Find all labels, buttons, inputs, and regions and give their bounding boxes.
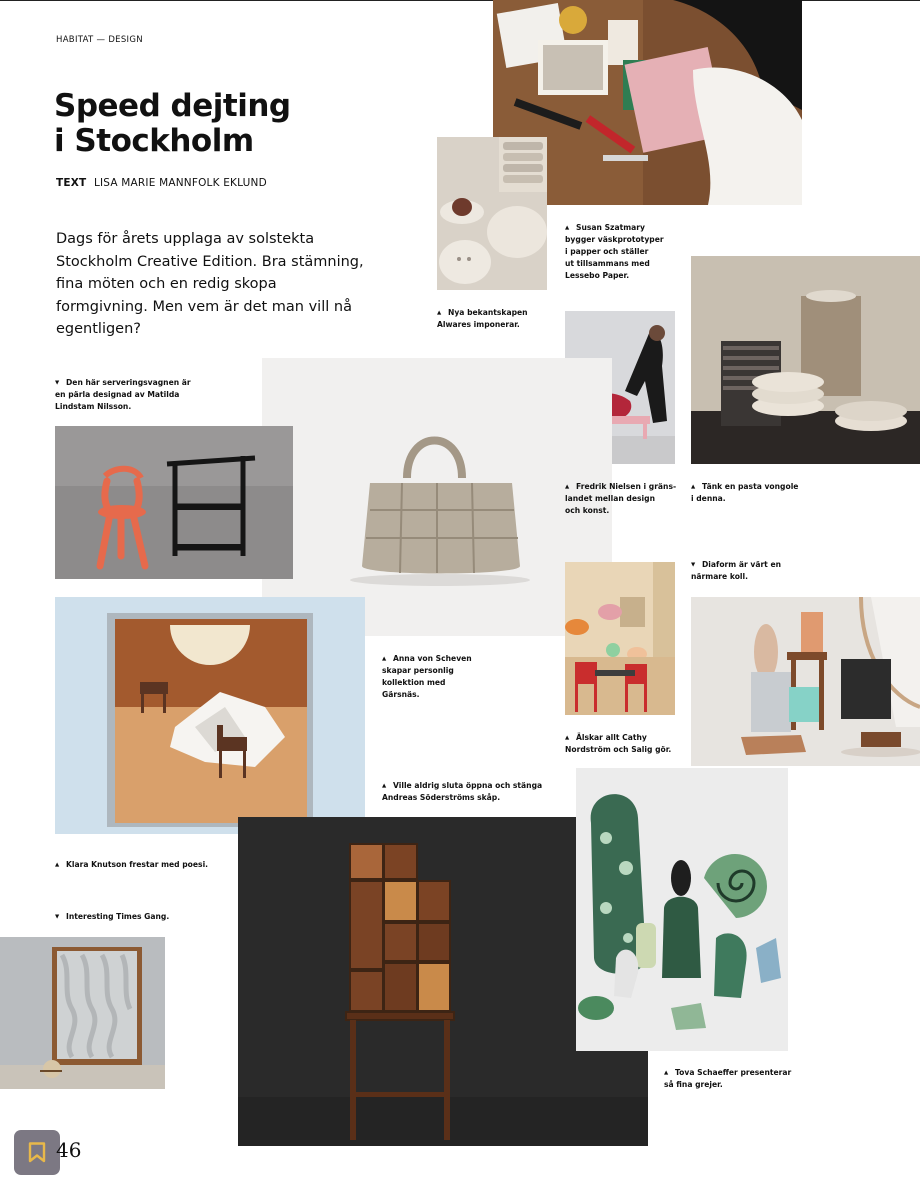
caption-arrow-down-icon: ▼ xyxy=(691,562,696,568)
caption-ville: ▲ Ville aldrig sluta öppna och stänga Andreas Söderströms skåp. xyxy=(382,781,543,802)
byline-author: LISA MARIE MANNFOLK EKLUND xyxy=(93,177,267,189)
photo-serving-trolley xyxy=(55,426,293,579)
caption-pasta: ▲ Tänk en pasta vongole i denna. xyxy=(691,482,799,503)
lead-paragraph: Dags för årets upplaga av solstekta Stockholm Creative Edition. Bra stämning, fina möten och en redig skopa formgivning. Men vem är det man vill nå egentligen? xyxy=(56,231,364,337)
caption-arrow-up-icon: ▲ xyxy=(664,1070,669,1076)
caption-interesting: ▼ Interesting Times Gang. xyxy=(55,912,170,921)
title-line-2: i Stockholm xyxy=(54,123,254,159)
caption-fredrik: ▲ Fredrik Nielsen i gräns- landet mellan design och konst. xyxy=(565,482,677,515)
article-title xyxy=(54,89,291,159)
photo-marquetry-artwork xyxy=(55,597,365,834)
caption-arrow-up-icon: ▲ xyxy=(382,783,387,789)
caption-arrow-up-icon: ▲ xyxy=(565,735,570,741)
caption-arrow-up-icon: ▲ xyxy=(691,484,696,490)
caption-arrow-up-icon: ▲ xyxy=(565,225,570,231)
caption-arrow-up-icon: ▲ xyxy=(565,484,570,490)
caption-serveringsvagn: ▼ Den här serveringsvagnen är en pärla designad av Matilda Lindstam Nilsson. xyxy=(55,378,191,411)
photo-room-divider xyxy=(0,937,165,1089)
byline xyxy=(56,177,267,189)
photo-alwares-ceramics xyxy=(437,137,547,290)
page-number: 46 xyxy=(56,1138,82,1162)
title-line-1: Speed dejting xyxy=(54,88,291,124)
caption-alwares: ▲ Nya bekantskapen Alwares imponerar. xyxy=(437,308,528,329)
caption-arrow-down-icon: ▼ xyxy=(55,914,60,920)
photo-woven-bag xyxy=(262,358,612,636)
caption-susan: ▲ Susan Szatmary bygger väskprototyper i papper och ställer ut tillsammans med Lessebo Paper. xyxy=(565,223,664,280)
byline-label: TEXT xyxy=(56,177,87,189)
caption-cathy: ▲ Älskar allt Cathy Nordström och Salig gör. xyxy=(565,733,672,754)
photo-cathy-room xyxy=(565,562,675,715)
section-kicker: HABITAT — DESIGN xyxy=(56,35,143,45)
bookmark-icon xyxy=(28,1142,46,1163)
photo-stacked-plates xyxy=(691,256,920,464)
caption-klara: ▲ Klara Knutson frestar med poesi. xyxy=(55,860,209,869)
caption-arrow-up-icon: ▲ xyxy=(55,862,60,868)
caption-tova: ▲ Tova Schaeffer presenterar så fina grejer. xyxy=(664,1068,792,1089)
photo-diaform-objects xyxy=(691,597,920,766)
caption-arrow-down-icon: ▼ xyxy=(55,380,60,386)
caption-arrow-up-icon: ▲ xyxy=(437,310,442,316)
photo-ceramic-figures xyxy=(576,768,788,1051)
caption-diaform: ▼ Diaform är värt en närmare koll. xyxy=(691,560,782,581)
bookmark-button[interactable] xyxy=(14,1130,60,1175)
caption-arrow-up-icon: ▲ xyxy=(382,656,387,662)
caption-anna: ▲ Anna von Scheven skapar personlig kollektion med Gärsnäs. xyxy=(382,654,472,699)
